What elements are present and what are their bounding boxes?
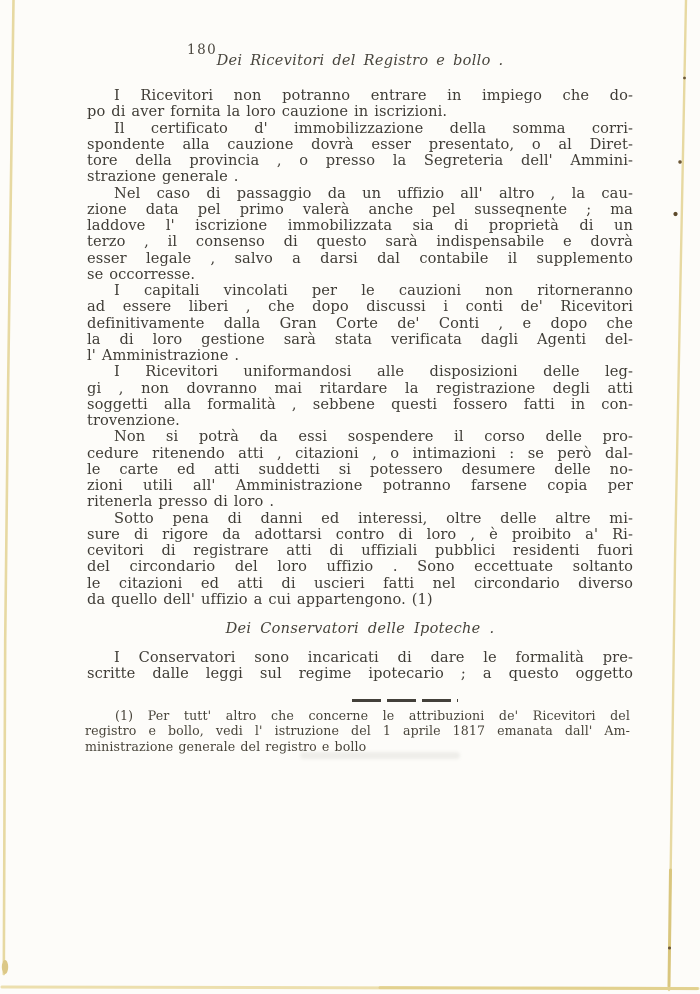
right-edge-dark-segment [669, 870, 671, 986]
footnote-separator-rule [352, 699, 458, 702]
text-line: I Ricevitori non potranno entrare in impiego che do- [114, 87, 633, 104]
text-line: ritenerla presso di loro . [87, 493, 275, 511]
section-text-block [87, 650, 633, 683]
text-line: le carte ed atti suddetti si potessero desumere delle no- [87, 460, 633, 478]
left-page-edge-line [4, 0, 14, 974]
text-line: soggetti alla formalità , sebbene questi fossero fatti in con- [87, 395, 633, 413]
text-line: I Conservatori sono incaricati di dare le formalità pre- [114, 649, 633, 666]
fly-speck [668, 947, 671, 950]
paragraph [85, 708, 630, 754]
text-line: l' Amministrazione . [87, 347, 240, 364]
text-line: sure di rigore da adottarsi contro di loro , è proibito a' Ri- [87, 525, 633, 543]
text-line: tore della provincia , o presso la Segreteria dell' Ammini- [87, 152, 633, 169]
text-line: se occorresse. [87, 265, 196, 283]
text-line: cevitori di registrare atti di uffiziali pubblici residenti fuori [87, 542, 633, 559]
paragraph [87, 511, 633, 609]
text-line: Nel caso di passaggio da un uffizio all' altro , la cau- [114, 184, 633, 202]
text-line: (1) Per tutt' altro che concerne le attribuzioni de' Ricevitori del [115, 708, 630, 723]
text-line: gi , non dovranno mai ritardare la registrazione degli atti [87, 379, 633, 397]
text-line: da quello dell' uffizio a cui appartengono. (1) [87, 590, 433, 608]
text-line: registro e bollo, vedi l' istruzione del 1 aprile 1817 emanata dall' Am- [85, 723, 630, 739]
paragraph [87, 650, 633, 683]
paragraph [87, 283, 633, 364]
paragraph [87, 429, 633, 510]
text-line: cedure ritenendo atti , citazioni , o intimazioni : se però dal- [87, 444, 633, 462]
text-line: zione data pel primo valerà anche pel susseqnente ; ma [87, 200, 633, 218]
text-line: spondente alla cauzione dovrà esser presentato, o al Diret- [87, 135, 633, 153]
fly-speck [673, 212, 677, 216]
text-line: scritte dalle leggi sul regime ipotecario ; a questo oggetto [87, 665, 633, 683]
text-line: Non si potrà da essi sospendere il corso delle pro- [114, 428, 633, 446]
main-text-block [87, 88, 633, 608]
text-line: ministrazione generale del registro e bollo [85, 738, 367, 754]
paragraph [87, 88, 633, 121]
footnote-block [85, 708, 630, 754]
text-line: strazione generale . [87, 168, 239, 186]
text-line: esser legale , salvo a darsi dal contabile il supplemento [87, 249, 633, 267]
page-number: 180 [187, 42, 218, 58]
text-line: la di loro gestione sarà stata verificata dagli Agenti del- [87, 330, 633, 348]
text-line: po di aver fornita la loro cauzione in iscrizioni. [87, 103, 448, 121]
text-line: trovenzione. [87, 412, 180, 429]
bottom-edge-dark-segment [380, 988, 697, 989]
text-line: I Ricevitori uniformandosi alle disposizioni delle leg- [114, 363, 633, 381]
right-page-edge-line [669, 0, 686, 990]
text-line: I capitali vincolati per le cauzioni non ritorneranno [114, 282, 633, 299]
text-line: terzo , il consenso di questo sarà indispensabile e dovrà [87, 233, 633, 251]
text-line: Il certificato d' immobilizzazione della somma corri- [114, 119, 633, 137]
text-line: definitivamente dalla Gran Corte de' Conti , e dopo che [87, 314, 633, 332]
paragraph [87, 364, 633, 429]
text-line: Sotto pena di danni ed interessi, oltre delle altre mi- [114, 509, 633, 527]
text-line: ad essere liberi , che dopo discussi i conti de' Ricevitori [87, 298, 633, 316]
text-line: le citazioni ed atti di uscieri fatti nel circondario diverso [87, 574, 633, 592]
fly-speck [678, 160, 681, 163]
text-line: zioni utili all' Amministrazione potranno farsene copia per [87, 477, 633, 494]
paragraph [87, 121, 633, 186]
section-heading: Dei Conservatori delle Ipoteche . [225, 621, 495, 637]
ink-bleed-smudge [300, 752, 460, 759]
bottom-page-edge-line [2, 987, 698, 989]
paragraph [87, 186, 633, 284]
fly-speck [683, 77, 686, 80]
text-line: laddove l' iscrizione immobilizzata sia di proprietà di un [87, 217, 633, 234]
left-edge-end-blob [2, 960, 8, 974]
text-line: del circondario del loro uffizio . Sono eccettuate soltanto [87, 558, 633, 576]
running-header: Dei Ricevitori del Registro e bollo . [216, 53, 504, 69]
